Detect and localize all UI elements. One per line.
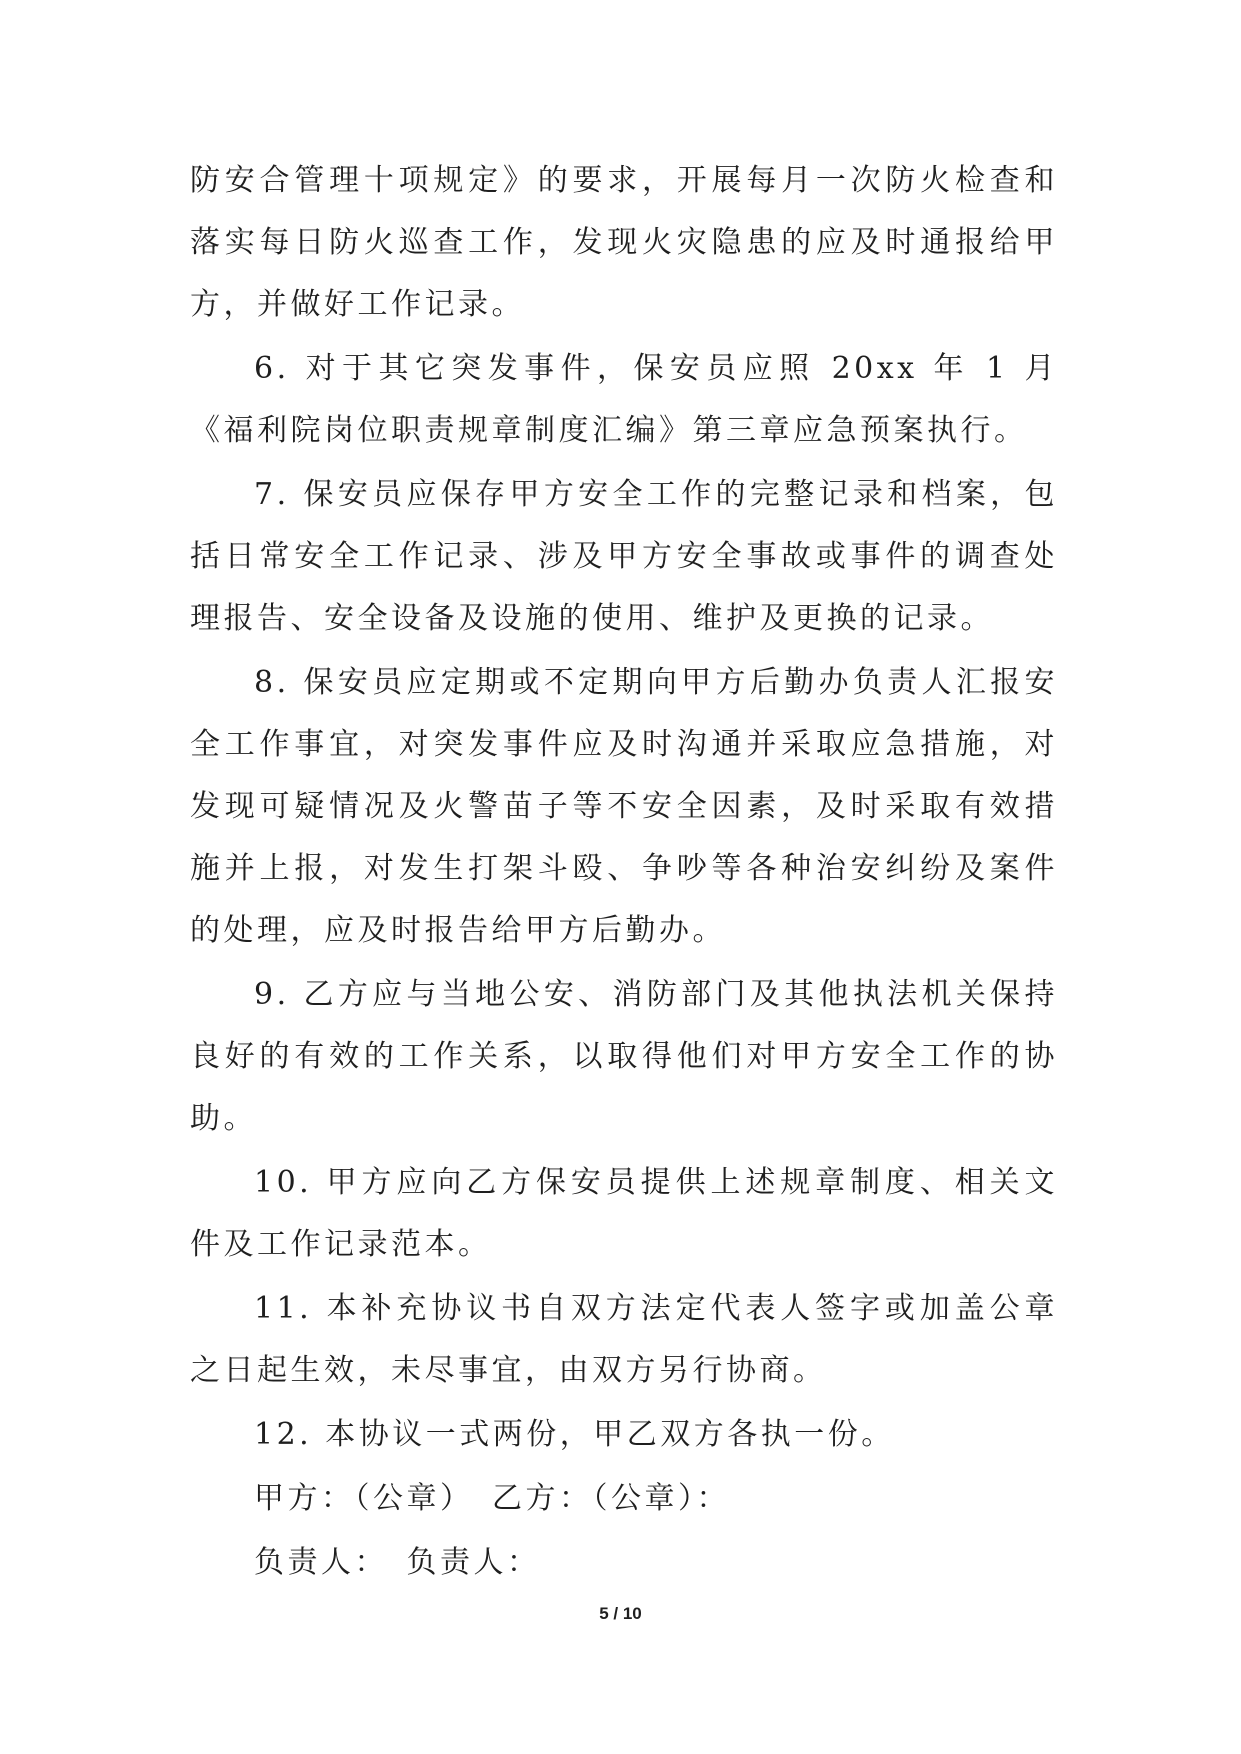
paragraph-item-6: 6. 对于其它突发事件，保安员应照 20xx 年 1 月《福利院岗位职责规章制度汇编》第三章应急预案执行。 (190, 351, 1058, 448)
page-number: 5 / 10 (599, 1604, 642, 1623)
signature-party-line: 甲方：（公章） 乙方：（公章）： (254, 1481, 730, 1516)
paragraph-item-9: 9. 乙方应与当地公安、消防部门及其他执法机关保持良好的有效的工作关系，以取得他们对甲方安全工作的协助。 (190, 977, 1058, 1136)
paragraph-item-11: 11. 本补充协议书自双方法定代表人签字或加盖公章之日起生效，未尽事宜，由双方另行协商。 (190, 1291, 1058, 1388)
paragraph-item-10: 10. 甲方应向乙方保安员提供上述规章制度、相关文件及工作记录范本。 (190, 1165, 1058, 1262)
paragraph-item-7: 7. 保安员应保存甲方安全工作的完整记录和档案，包括日常安全工作记录、涉及甲方安全事故或事件的调查处理报告、安全设备及设施的使用、维护及更换的记录。 (190, 477, 1058, 636)
paragraph-item-12: 12. 本协议一式两份，甲乙双方各执一份。 (254, 1417, 895, 1452)
paragraph-item-8: 8. 保安员应定期或不定期向甲方后勤办负责人汇报安全工作事宜，对突发事件应及时沟通并采取应急措施，对发现可疑情况及火警苗子等不安全因素，及时采取有效措施并上报，对发生打架斗殴、争吵等各种治安纠纷及案件的处理，应及时报告给甲方后勤办。 (190, 665, 1058, 948)
document-body (190, 150, 1058, 1594)
signature-responsible-line: 负责人： 负责人： (254, 1545, 541, 1580)
paragraph-continued: 防安合管理十项规定》的要求，开展每月一次防火检查和落实每日防火巡查工作，发现火灾隐患的应及时通报给甲方，并做好工作记录。 (190, 163, 1058, 322)
